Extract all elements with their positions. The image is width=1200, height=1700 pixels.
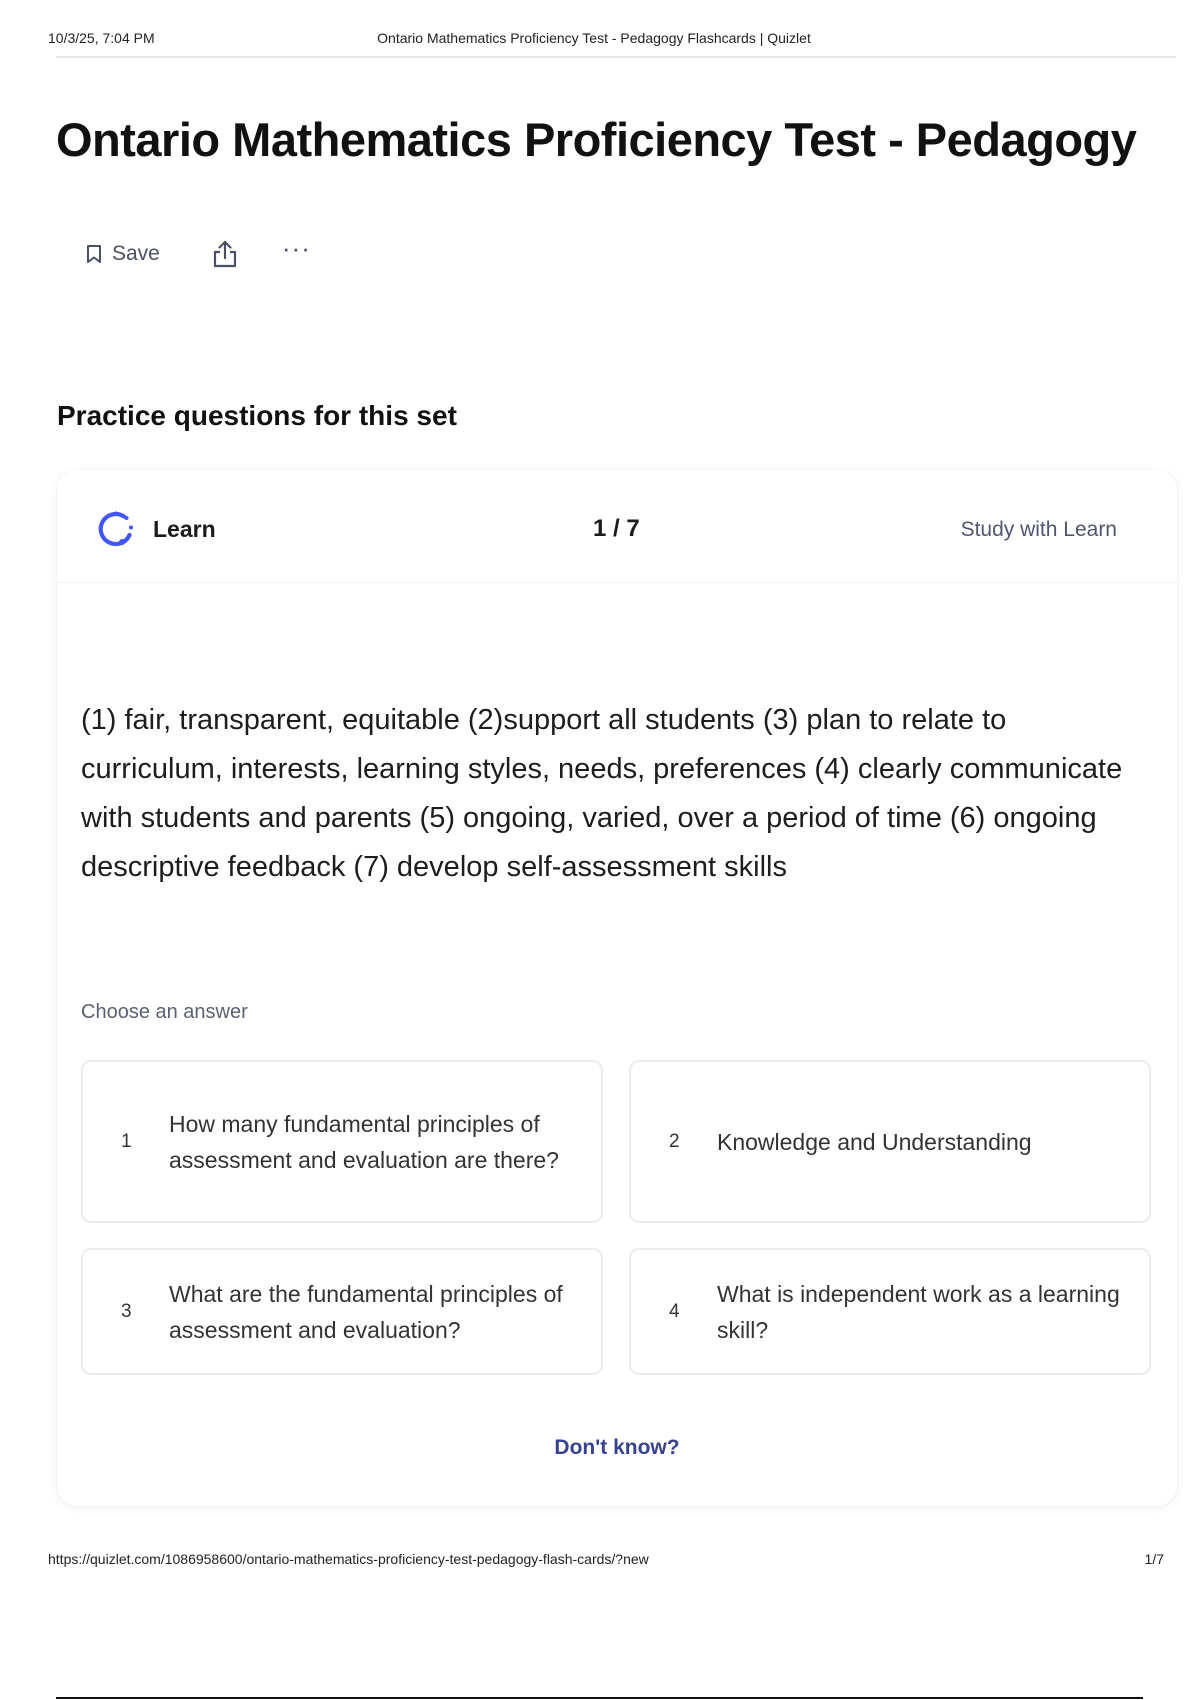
learn-progress-icon: [95, 508, 137, 555]
learn-mode-label: Learn: [153, 516, 216, 542]
option-number: 1: [121, 1130, 132, 1152]
print-header: [48, 30, 1140, 50]
share-button[interactable]: [212, 239, 238, 269]
print-date: 10/3/25, 7:04 PM: [48, 30, 155, 46]
dont-know-button[interactable]: Don't know?: [554, 1436, 680, 1459]
answer-option-4[interactable]: [629, 1248, 1151, 1375]
option-text: What is independent work as a learning skill?: [717, 1280, 1120, 1343]
header-divider: [56, 56, 1176, 58]
question-progress: 1 / 7: [593, 515, 640, 542]
print-url: https://quizlet.com/1086958600/ontario-mathematics-proficiency-test-pedagogy-flash-cards/?new: [48, 1551, 649, 1567]
choose-answer-label: Choose an answer: [81, 1001, 248, 1023]
save-button[interactable]: [86, 242, 160, 266]
question-prompt: (1) fair, transparent, equitable (2)support all students (3) plan to relate to curriculum, interests, learning styles, needs, preferences (4) clearly communicate with students and parents (5) ongoing, varied, over a period of time (6) ongoing descriptive feedback (7) develop self-assessment skills: [81, 704, 1123, 883]
practice-card-header: [57, 470, 1177, 583]
option-number: 3: [121, 1300, 132, 1322]
answer-option-1[interactable]: [81, 1060, 603, 1223]
share-icon: [212, 239, 238, 269]
study-with-learn-link[interactable]: Study with Learn: [960, 518, 1117, 541]
more-options-button[interactable]: ···: [281, 233, 311, 263]
practice-card: [57, 470, 1177, 1506]
bookmark-icon: [86, 244, 102, 264]
set-toolbar: [86, 233, 311, 272]
answer-option-3[interactable]: [81, 1248, 603, 1375]
save-label: Save: [112, 242, 160, 265]
option-number: 2: [669, 1130, 680, 1152]
answer-option-2[interactable]: [629, 1060, 1151, 1223]
print-doc-title: Ontario Mathematics Proficiency Test - Pedagogy Flashcards | Quizlet: [377, 30, 811, 46]
option-text: What are the fundamental principles of assessment and evaluation?: [169, 1280, 563, 1343]
option-text: Knowledge and Understanding: [717, 1128, 1032, 1155]
practice-section-title: Practice questions for this set: [57, 400, 457, 431]
page-bottom-rule: [56, 1697, 1143, 1699]
option-number: 4: [669, 1300, 680, 1322]
option-text: How many fundamental principles of assessment and evaluation are there?: [169, 1110, 559, 1173]
page-title: Ontario Mathematics Proficiency Test - Pedagogy: [56, 113, 1137, 166]
print-page-number: 1/7: [1144, 1551, 1164, 1567]
